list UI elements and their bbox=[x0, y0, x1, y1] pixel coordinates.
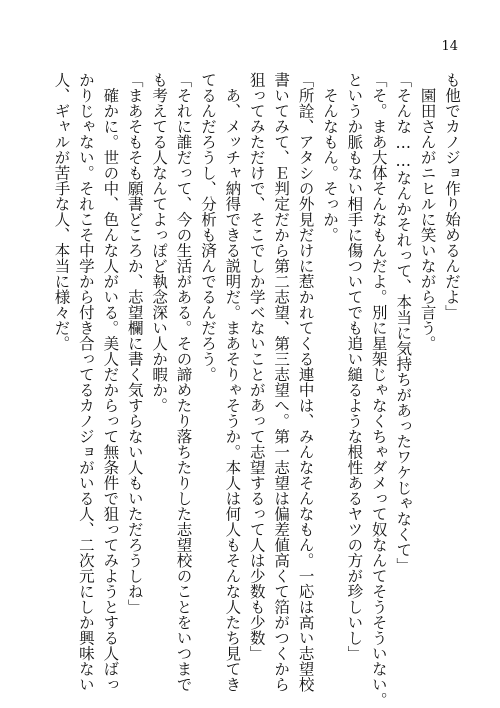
text-line: 狙ってみただけで、そこでしか学べないことがあって志望するって人は少数も少数」 bbox=[247, 72, 266, 661]
text-line: 書いてみて、Ｅ判定だから第二志望、第三志望へ。第一志望は偏差値高くて箔がつくから bbox=[272, 72, 291, 692]
text-line: 人、ギャルが苦手な人、本当に様々だ。 bbox=[52, 72, 71, 351]
text-line: も考えてる人なんてよっぽど執念深い人か暇か。 bbox=[150, 72, 169, 413]
text-line: 「そ。まあ大体そんなもんだよ。別に星架じゃなくちゃダメって奴なんてそうそういない。 bbox=[369, 72, 388, 708]
text-line: 「それに誰だって、今の生活がある。その諦めたり落ちたりした志望校のことをいつまで bbox=[174, 72, 193, 692]
text-line: というか脈もない相手に傷ついてでも追い縋るような根性あるヤツの方が珍しいし」 bbox=[345, 72, 364, 661]
page-number: 14 bbox=[441, 39, 458, 54]
text-line: あ、メッチャ納得できる説明だ。まあそりゃそうか。本人は何人もそんな人たち見てき bbox=[223, 72, 242, 692]
text-line: かりじゃない。それこそ中学から付き合ってるカノジョがいる人、二次元にしか興味ない bbox=[76, 72, 95, 692]
text-line: 確かに。世の中、色んな人がいる。美人だからって無条件で狙ってみようとする人ばっ bbox=[101, 72, 120, 692]
text-line: 「まあそもそも願書どころか、志望欄に書く気すらない人もいただろうしね」 bbox=[125, 72, 144, 615]
text-line: 園田さんがニヒルに笑いながら言う。 bbox=[418, 72, 437, 351]
text-line: てるんだろうし、分析も済んでるんだろう。 bbox=[198, 72, 217, 382]
body-text bbox=[49, 72, 464, 708]
text-line: 「所詮、アタシの外見だけに惹かれてくる連中は、みんなそんなもん。一応は高い志望校 bbox=[296, 72, 315, 692]
text-line: そんなもん。そっか。 bbox=[320, 72, 339, 243]
text-line: も他でカノジョ作り始めるんだよ」 bbox=[443, 72, 461, 320]
text-line: 「そんな……なんかそれって、本当に気持ちがあったワケじゃなくて」 bbox=[394, 72, 413, 573]
